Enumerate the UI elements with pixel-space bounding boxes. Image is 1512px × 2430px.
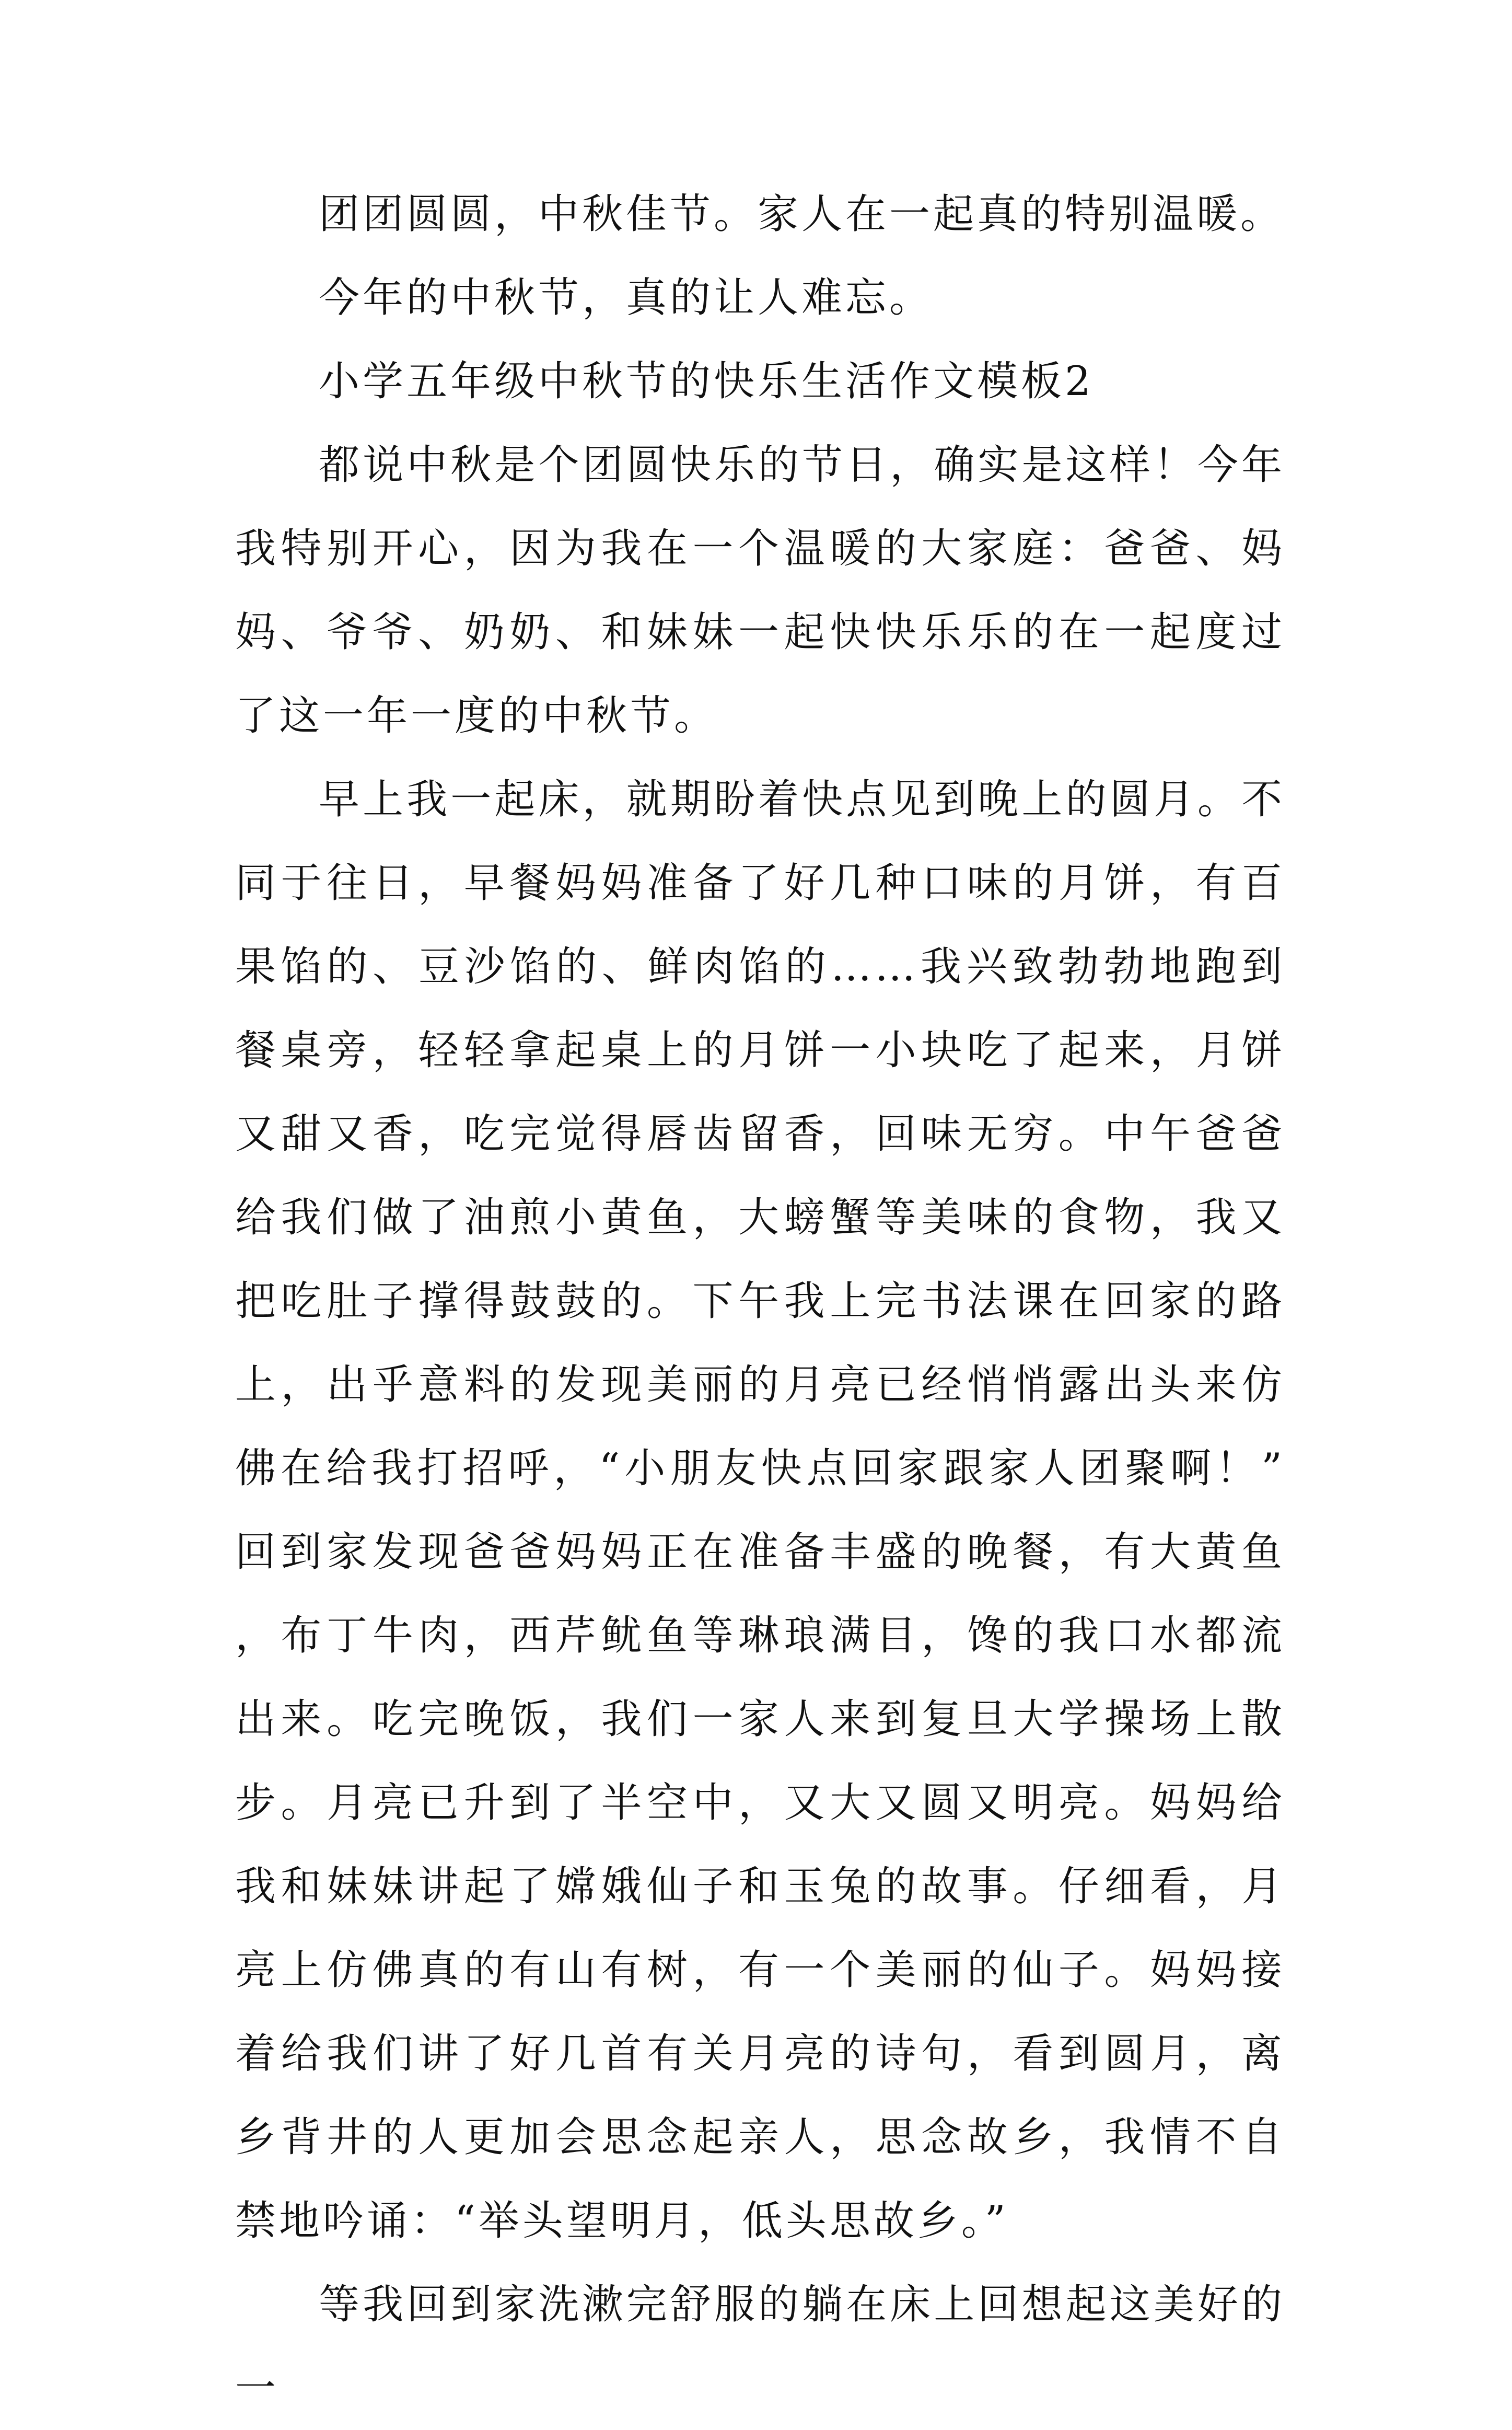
paragraph: 今年的中秋节，真的让人难忘。 (319, 274, 934, 321)
paragraph: 早上我一起床，就期盼着快点见到晚上的圆月。不同于往日，早餐妈妈准备了好几种口味的月饼，有百果馅的、豆沙馅的、鲜肉馅的……我兴致勃勃地跑到餐桌旁，轻轻拿起桌上的月饼一小块吃了起来，月饼又甜又香，吃完觉得唇齿留香，回味无穷。中午爸爸给我们做了油煎小黄鱼，大螃蟹等美味的食物，我又把吃肚子撑得鼓鼓的。下午我上完书法课在回家的路上，出乎意料的发现美丽的月亮已经悄悄露出头来仿佛在给我打招呼，“小朋友快点回家跟家人团聚啊！”回到家发现爸爸妈妈正在准备丰盛的晚餐，有大黄鱼，布丁牛肉，西芹鱿鱼等琳琅满目，馋的我口水都流出来。吃完晚饭，我们一家人来到复旦大学操场上散步。月亮已升到了半空中，又大又圆又明亮。妈妈给我和妹妹讲起了嫦娥仙子和玉兔的故事。仔细看，月亮上仿佛真的有山有树，有一个美丽的仙子。妈妈接着给我们讲了好几首有关月亮的诗句，看到圆月，离乡背井的人更加会思念起亲人，思念故乡，我情不自禁地吟诵：“举头望明月，低头思故乡。” (235, 776, 1285, 2244)
document-body (235, 172, 1285, 2430)
paragraph: 都说中秋是个团圆快乐的节日，确实是这样！今年我特别开心，因为我在一个温暖的大家庭：爸爸、妈妈、爷爷、奶奶、和妹妹一起快快乐乐的在一起度过了这一年一度的中秋节。 (235, 442, 1285, 739)
paragraph: 等我回到家洗漱完舒服的躺在床上回想起这美好的一 (235, 2281, 1285, 2412)
section-title: 小学五年级中秋节的快乐生活作文模板2 (319, 358, 1094, 405)
paragraph: 团团圆圆，中秋佳节。家人在一起真的特别温暖。 (319, 191, 1285, 238)
